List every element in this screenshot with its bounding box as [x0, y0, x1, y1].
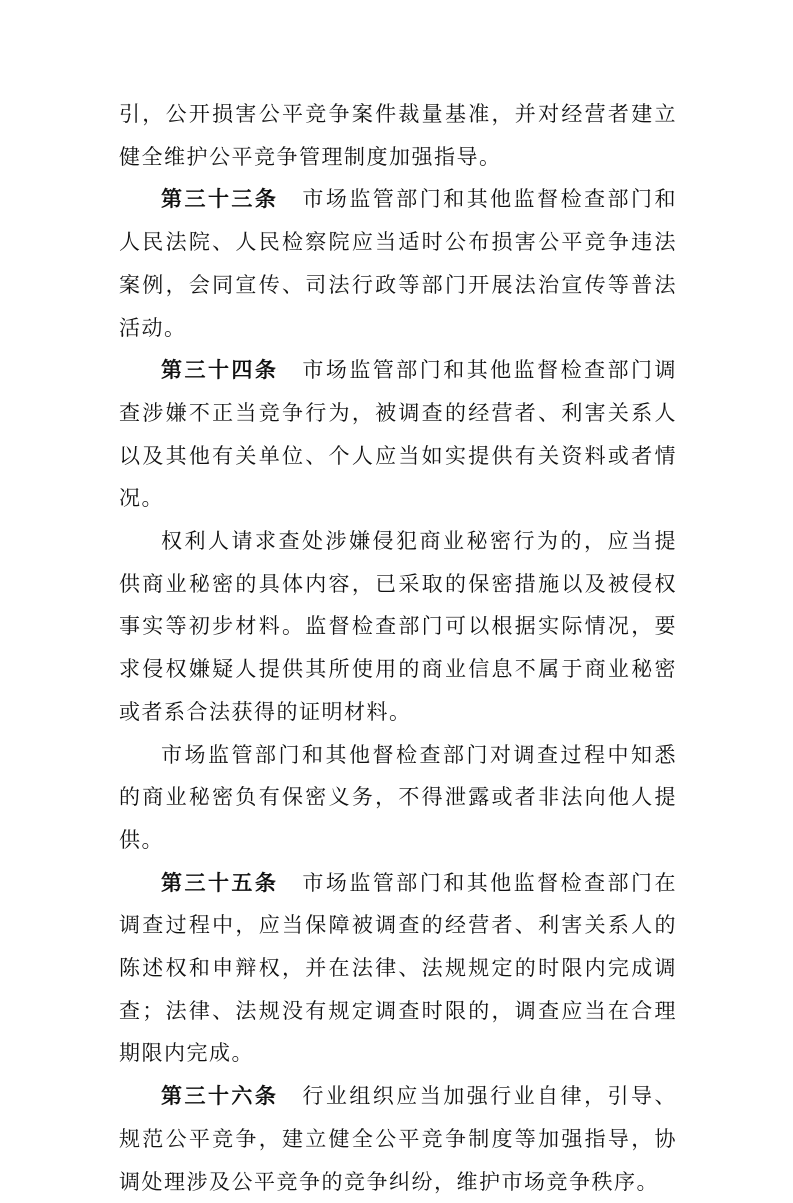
article-34-clause-3 [119, 734, 677, 862]
paragraph-text: 市场监管部门和其他监督检查部门调查涉嫌不正当竞争行为，被调查的经营者、利害关系人以及其他有关单位、个人应当如实提供有关资料或者情况。 [119, 358, 677, 511]
article-35 [119, 862, 677, 1076]
article-36 [119, 1075, 677, 1203]
paragraph-text: 市场监管部门和其他督检查部门对调查过程中知悉的商业秘密负有保密义务，不得泄露或者非法向他人提供。 [119, 742, 677, 852]
article-33 [119, 178, 677, 349]
paragraph-text: 市场监管部门和其他监督检查部门和人民法院、人民检察院应当适时公布损害公平竞争违法案例，会同宣传、司法行政等部门开展法治宣传等普法活动。 [119, 187, 677, 340]
article-number: 第三十五条 [161, 870, 279, 895]
paragraph-text: 权利人请求查处涉嫌侵犯商业秘密行为的，应当提供商业秘密的具体内容，已采取的保密措施以及被侵权事实等初步材料。监督检查部门可以根据实际情况，要求侵权嫌疑人提供其所使用的商业信息不属于商业秘密或者系合法获得的证明材料。 [119, 529, 677, 724]
paragraph-text: 引，公开损害公平竞争案件裁量基准，并对经营者建立健全维护公平竞争管理制度加强指导。 [119, 102, 677, 169]
article-number: 第三十六条 [161, 1084, 279, 1109]
paragraph-text: 市场监管部门和其他监督检查部门在调查过程中，应当保障被调查的经营者、利害关系人的陈述权和申辩权，并在法律、法规规定的时限内完成调查；法律、法规没有规定调查时限的，调查应当在合理期限内完成。 [119, 870, 677, 1066]
article-34 [119, 349, 677, 520]
article-number: 第三十三条 [161, 187, 279, 212]
paragraph-text: 行业组织应当加强行业自律，引导、规范公平竞争，建立健全公平竞争制度等加强指导，协调处理涉及公平竞争的竞争纠纷，维护市场竞争秩序。 [119, 1084, 677, 1194]
document-page [119, 93, 677, 1203]
article-number: 第三十四条 [161, 358, 279, 383]
article-34-clause-2 [119, 520, 677, 734]
paragraph-continuation [119, 93, 677, 178]
